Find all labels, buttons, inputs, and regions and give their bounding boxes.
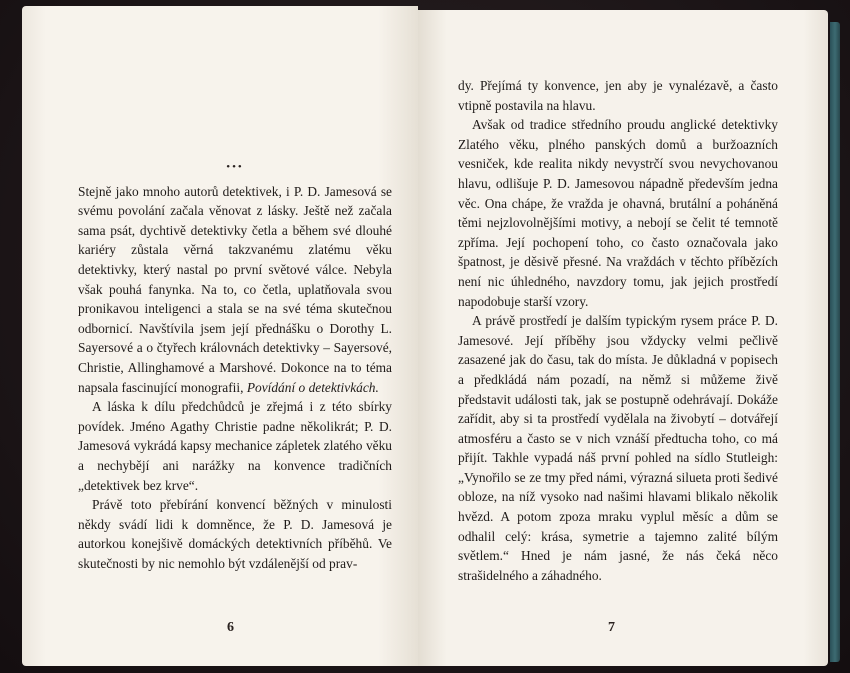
left-page-text [78,158,392,573]
section-separator: ••• [226,161,244,173]
paragraph-text: Stejně jako mnoho autorů detektivek, i P. D. Jamesová se svému povolání začala věnovat z lásky. Ještě než začala sama psát, dychtivě detektivky četla a během své dlouhé kariéry zůstala věrná takzvanému zlatému věku detektivky, který nastal po první světové válce. Nebyla však pouhá fanynka. Na to, co četla, uplatňovala svou pronikavou inteligenci a stala se na své téma skutečnou odbornicí. Navštívila jsem její přednášku o Dorothy L. Sayersové a o čtyřech královnách detektivky – Sayersové, Christie, Allinghamové a Marshové. Dokonce na to téma napsala fascinující monografii, [78,183,392,395]
paragraph: A právě prostředí je dalším typickým rysem práce P. D. Jamesové. Její příběhy jsou vždycky velmi pečlivě zasazené jak do času, tak do místa. Je důkladná v popisech a předkládá nám pozadí, na němž si můžeme živě představit události tak, jak se postupně odehrávají. Dokáže zařídit, aby si ta prostředí vydělala na živobytí – dotvářejí atmosféru a často se v nich vznáší předtucha toho, co má přijít. Takhle vypadá náš první pohled na sídlo Stutleigh: „Vynořilo se ze tmy před námi, výrazná silueta proti šedivé obloze, na níž vysoko nad našimi hlavami blikalo několik hvězd. A potom zpoza mraku vyplul měsíc a dům se odhalil celý: krása, symetrie a tajemno zalité bílým světlem.“ Hned je nám jasné, že nás čeká něco strašidelného a záhadného. [458,313,778,583]
paragraph: A láska k dílu předchůdců je zřejmá i z této sbírky povídek. Jméno Agathy Christie padne několikrát; P. D. Jamesová vykrádá kapsy mechanice zápletek zlatého věku a nechybějí ani narážky na konvence tradičních „detektivek bez krve“. [78,399,392,493]
paragraph: Avšak od tradice středního proudu anglické detektivky Zlatého věku, plného panských domů a buržoazních vesniček, kde realita nikdy nevystrčí svou nevychovanou hlavu, odlišuje P. D. Jamesovou nápadně především jedna věc. Ona chápe, že vražda je ohavná, brutální a poháněná těmi nejzlovolnějšími motivy, a nebojí se čelit té temnotě zpříma. Její pochopení toho, co často označovala jako špatnost, je děsivě přesné. Na vraždách v těchto příbězích není nic úhledného, navzdory tomu, jak jejich prostředí napodobuje starší vzory. [458,117,778,309]
book-title: Povídání o detektivkách. [246,379,379,395]
right-page-text [458,76,778,585]
book-cover-edge [830,22,840,662]
paragraph: Právě toto přebírání konvencí běžných v minulosti někdy svádí lidi k domněnce, že P. D. Jamesová je autorkou konejšivě domáckých detektivních příběhů. Ve skutečnosti by nic nemohlo být vzdálenější od prav- [78,497,392,571]
left-page [22,6,418,666]
page-number: 7 [608,620,615,635]
page-number: 6 [227,620,234,635]
paragraph [78,182,392,398]
right-page [418,10,828,666]
paragraph: dy. Přejímá ty konvence, jen aby je vynalézavě, a často vtipně postavila na hlavu. [458,78,778,113]
